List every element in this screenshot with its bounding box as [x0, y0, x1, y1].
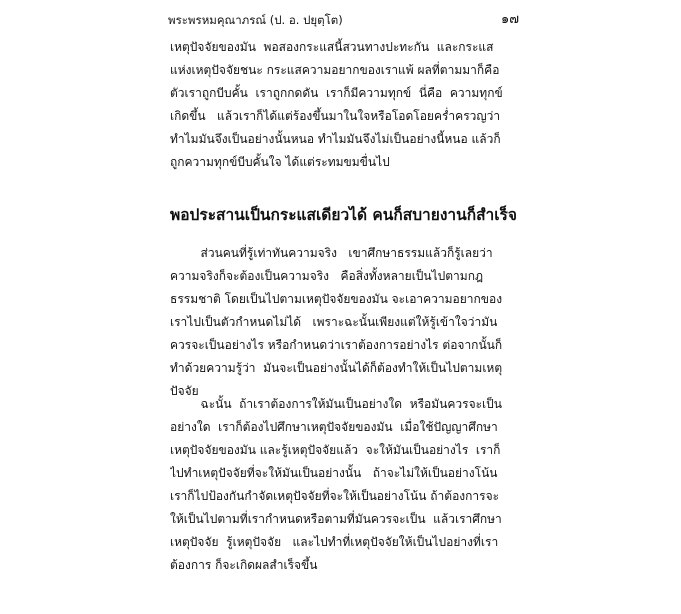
text-line: ธรรมชาติ โดยเป็นไปตามเหตุปัจจัยของมัน จะเอาความอยากของ	[170, 292, 503, 306]
text-line: ส่วนคนที่รู้เท่าทันความจริง เขาศึกษาธรรมแล้วก็รู้เลยว่า	[170, 246, 493, 260]
text-line: ปัจจัย	[170, 384, 199, 398]
text-line: ตัวเราถูกบีบคั้น เราถูกกดดัน เราก็มีความทุกข์ นี่คือ ความทุกข์	[170, 86, 503, 100]
text-line: แห่งเหตุปัจจัยชนะ กระแสความอยากของเราแพ้ ผลที่ตามมาก็คือ	[170, 63, 500, 77]
text-line: อย่างใด เราก็ต้องไปศึกษาเหตุปัจจัยของมัน เมื่อใช้ปัญญาศึกษา	[170, 420, 498, 434]
text-line: ทำไมมันจึงเป็นอย่างนั้นหนอ ทำไมมันจึงไม่เป็นอย่างนี้หนอ แล้วก็	[170, 132, 501, 146]
text-line: เราก็ไปป้องกันกำจัดเหตุปัจจัยที่จะให้เป็นอย่างโน้น ถ้าต้องการจะ	[170, 489, 500, 503]
page-number: ๑๗	[500, 12, 519, 27]
section-heading: พอประสานเป็นกระแสเดียวได้ คนก็สบายงานก็สำเร็จ	[170, 206, 517, 224]
running-header-title: พระพรหมคุณาภรณ์ (ป. อ. ปยุตฺโต)	[168, 13, 343, 27]
text-line: ทำด้วยความรู้ว่า มันจะเป็นอย่างนั้นได้ก็ต้องทำให้เป็นไปตามเหตุ	[170, 361, 503, 375]
text-line: ให้เป็นไปตามที่เรากำหนดหรือตามที่มันควรจะเป็น แล้วเราศึกษา	[170, 512, 502, 526]
text-line: เหตุปัจจัย รู้เหตุปัจจัย และไปทำที่เหตุปัจจัยให้เป็นไปอย่างที่เรา	[170, 535, 499, 549]
text-line: เหตุปัจจัยของมัน และรู้เหตุปัจจัยแล้ว จะให้มันเป็นอย่างไร เราก็	[170, 443, 501, 457]
paragraph-continued	[170, 36, 516, 174]
text-line: ถูกความทุกข์บีบคั้นใจ ได้แต่ระทมขมขื่นไป	[170, 155, 390, 169]
text-line: เราไปเป็นตัวกำหนดไม่ได้ เพราะฉะนั้นเพียงแต่ให้รู้เข้าใจว่ามัน	[170, 315, 498, 329]
text-line: ความจริงก็จะต้องเป็นความจริง คือสิ่งทั้งหลายเป็นไปตามกฎ	[170, 269, 484, 283]
paragraph	[170, 242, 516, 403]
text-line: ต้องการ ก็จะเกิดผลสำเร็จขึ้น	[170, 558, 318, 572]
text-line: เกิดขึ้น แล้วเราก็ได้แต่ร้องขึ้นมาในใจหรือโอดโอยคร่ำครวญว่า	[170, 109, 501, 123]
text-line: เหตุปัจจัยของมัน พอสองกระแสนี้สวนทางปะทะกัน และกระแส	[170, 40, 494, 54]
text-line: ฉะนั้น ถ้าเราต้องการให้มันเป็นอย่างใด หรือมันควรจะเป็น	[170, 397, 502, 411]
text-line: ควรจะเป็นอย่างไร หรือกำหนดว่าเราต้องการอย่างไร ต่อจากนั้นก็	[170, 338, 503, 352]
paragraph	[170, 393, 516, 577]
text-line: ไปทำเหตุปัจจัยที่จะให้มันเป็นอย่างนั้น ถ้าจะไม่ให้เป็นอย่างโน้น	[170, 466, 498, 480]
